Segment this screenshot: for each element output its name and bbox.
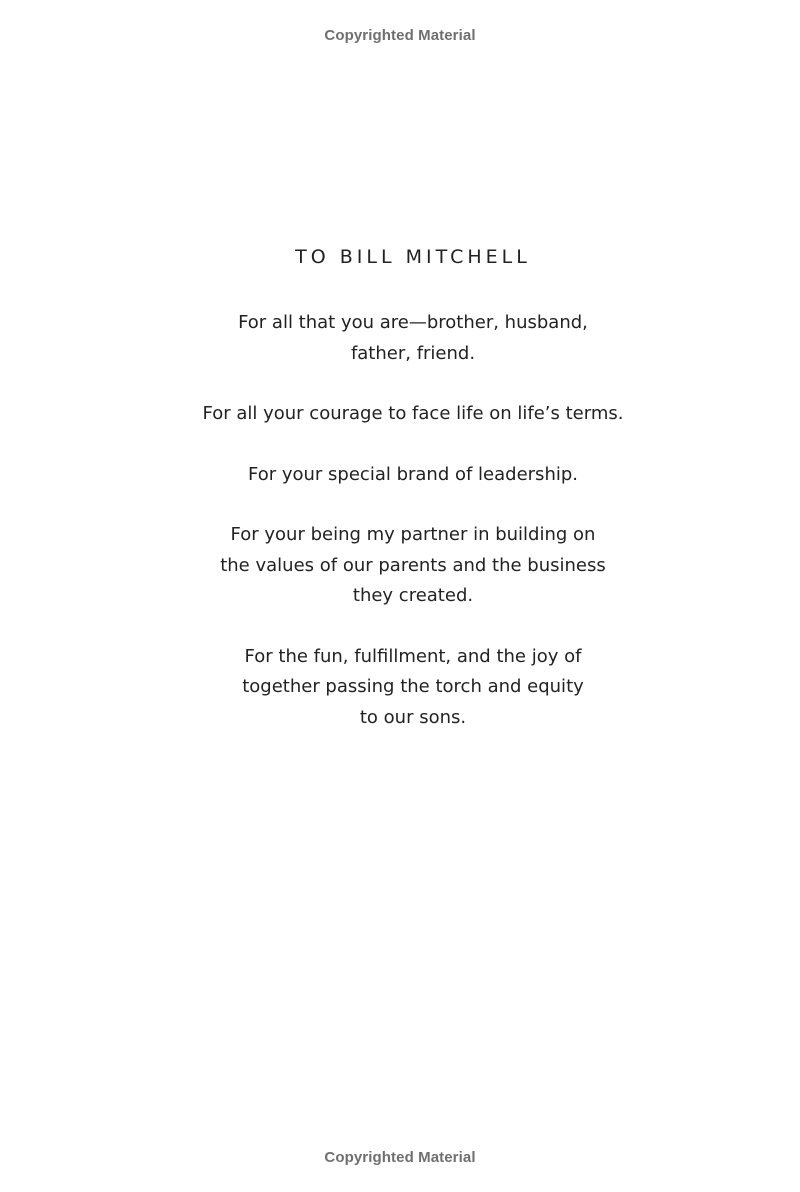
- dedication-line: For all that you are—brother, husband,: [238, 312, 588, 333]
- dedication-stanza: [0, 642, 800, 734]
- dedication-line: to our sons.: [359, 706, 467, 728]
- dedication-heading: TO BILL MITCHELL: [295, 246, 531, 268]
- dedication-stanza: [0, 460, 800, 491]
- dedication-line: the values of our parents and the business: [220, 554, 606, 576]
- dedication-line: For your special brand of leadership.: [248, 463, 578, 485]
- dedication-stanza: [0, 399, 800, 430]
- dedication-stanza: [0, 520, 800, 612]
- dedication-line: For the fun, fulfillment, and the joy of: [244, 645, 582, 667]
- dedication-line: together passing the torch and equity: [242, 676, 584, 697]
- dedication: [0, 242, 800, 763]
- dedication-line: For your being my partner in building on: [230, 524, 596, 545]
- copyright-watermark-top: Copyrighted Material: [324, 27, 476, 44]
- dedication-line: father, friend.: [350, 342, 476, 364]
- dedication-stanza: [0, 308, 800, 369]
- dedication-line: For all your courage to face life on life’s terms.: [202, 403, 624, 424]
- copyright-watermark-bottom: Copyrighted Material: [324, 1149, 476, 1166]
- dedication-line: they created.: [352, 585, 474, 606]
